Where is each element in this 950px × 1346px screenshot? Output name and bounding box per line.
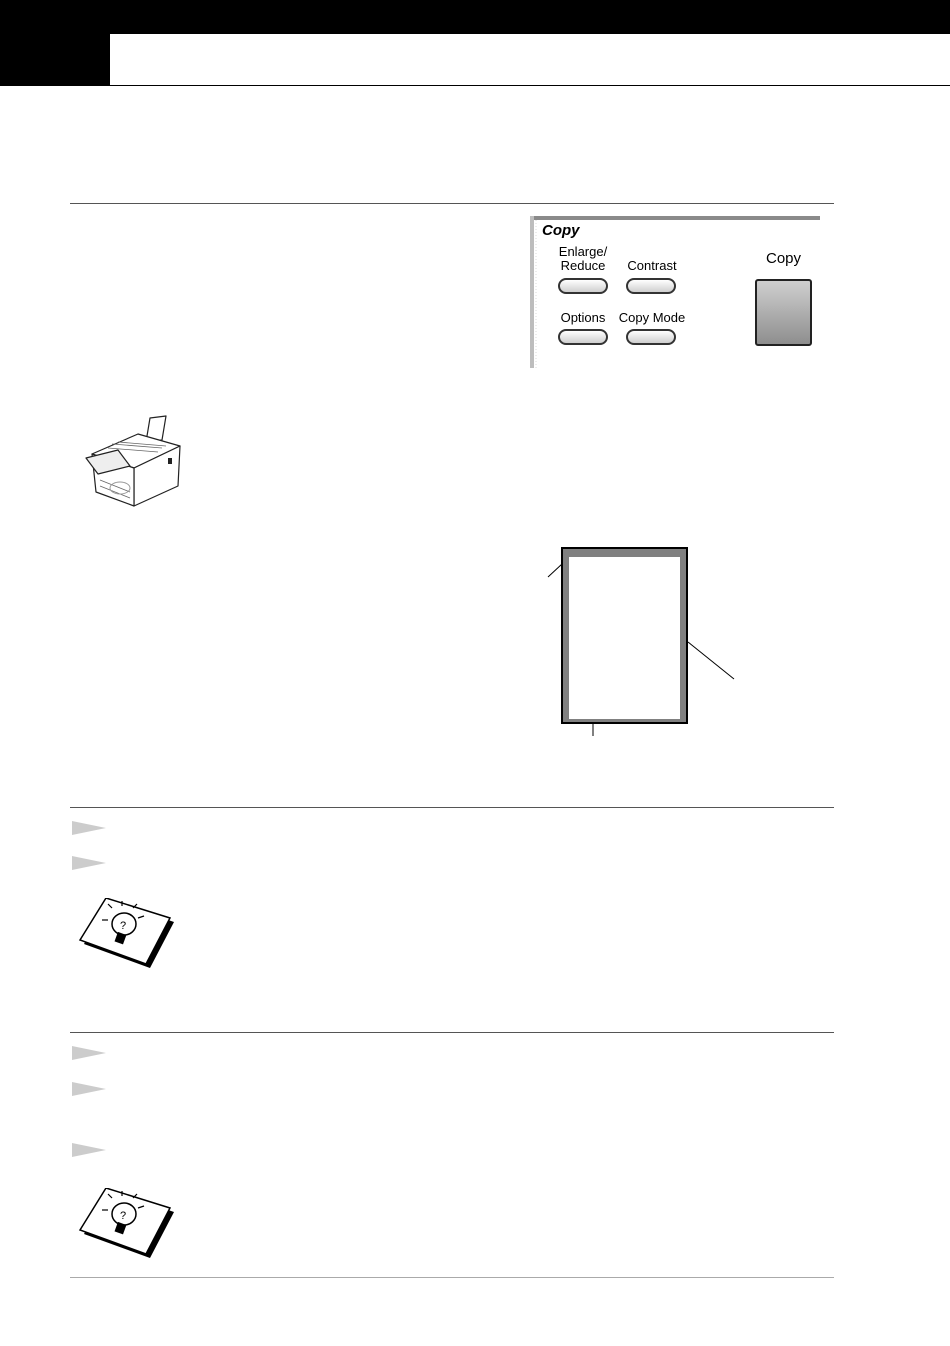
- step-arrow-icon: [72, 855, 106, 871]
- contrast-label: Contrast: [627, 258, 677, 273]
- lightbulb-tip-icon: [78, 1188, 178, 1260]
- section-divider: [70, 203, 834, 204]
- options-label: Options: [560, 310, 606, 325]
- step-arrow-icon: [72, 1081, 106, 1097]
- lightbulb-tip-icon: [78, 898, 178, 970]
- section-divider: [70, 1277, 834, 1278]
- svg-text:?: ?: [120, 920, 127, 932]
- contrast-button[interactable]: [626, 278, 676, 294]
- step-arrow-icon: [72, 1045, 106, 1061]
- fax-machine-icon: [78, 414, 184, 514]
- svg-text:?: ?: [120, 1210, 127, 1222]
- header-bar: [0, 0, 950, 34]
- copy-mode-label: Copy Mode: [618, 310, 686, 325]
- copy-button[interactable]: [755, 279, 812, 346]
- copy-key-label: Copy: [765, 250, 802, 267]
- copy-mode-button[interactable]: [626, 329, 676, 345]
- chapter-tab: [0, 0, 110, 86]
- header-rule: [110, 85, 950, 86]
- panel-title: Copy: [542, 222, 580, 239]
- section-divider: [70, 1032, 834, 1033]
- enlarge-reduce-button[interactable]: [558, 278, 608, 294]
- section-divider: [70, 807, 834, 808]
- step-arrow-icon: [72, 820, 106, 836]
- enlarge-reduce-label: Enlarge/ Reduce: [558, 244, 608, 273]
- options-button[interactable]: [558, 329, 608, 345]
- step-arrow-icon: [72, 1142, 106, 1158]
- printable-area-diagram: [540, 545, 740, 740]
